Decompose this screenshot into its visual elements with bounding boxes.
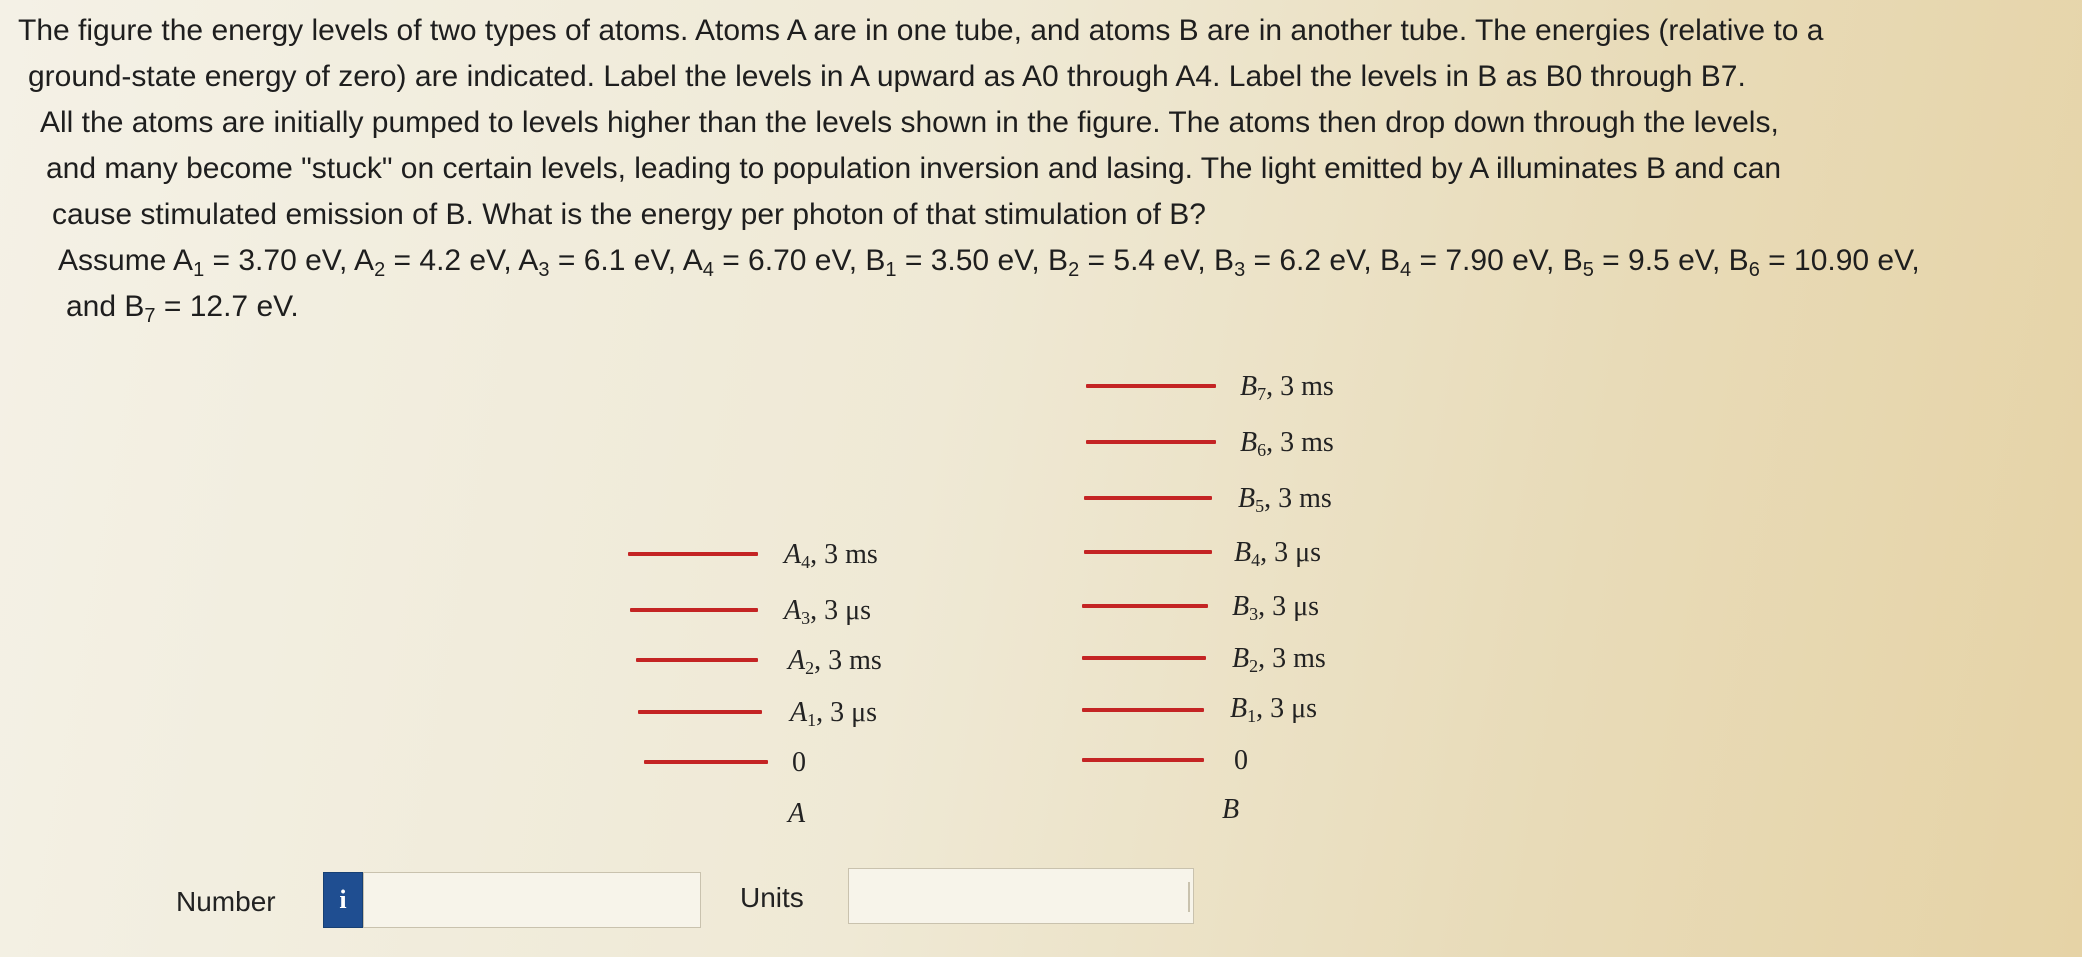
given-values-line-2: and $B_7 = 12.7$ eV. <box>66 290 299 327</box>
info-icon[interactable]: i <box>323 872 363 928</box>
level-label-b0: 0 <box>1234 745 1248 776</box>
level-label-b4: $B_4$, 3 μs <box>1234 537 1322 570</box>
level-line-a4 <box>628 552 758 556</box>
level-label-a2: $A_2$, 3 ms <box>788 645 882 678</box>
level-line-b5 <box>1084 496 1212 500</box>
level-label-b2: $B_2$, 3 ms <box>1232 643 1326 676</box>
problem-line-4: and many become "stuck" on certain levels, leading to population inversion and lasing. The light emitted by A illuminates B and can <box>46 152 1782 185</box>
level-line-a0 <box>644 760 768 764</box>
tube-b-label: B <box>1222 794 1240 825</box>
units-select[interactable] <box>848 868 1194 924</box>
level-label-b7: $B_7$, 3 ms <box>1240 371 1334 404</box>
level-line-a2 <box>636 658 758 662</box>
level-line-b1 <box>1082 708 1204 712</box>
level-label-b5: $B_5$, 3 ms <box>1238 483 1332 516</box>
level-label-a3: $A_3$, 3 μs <box>784 595 872 628</box>
level-line-b0 <box>1082 758 1204 762</box>
level-line-b3 <box>1082 604 1208 608</box>
level-label-b1: $B_1$, 3 μs <box>1230 693 1318 726</box>
problem-text <box>18 8 2058 330</box>
number-input[interactable] <box>363 872 701 928</box>
level-line-b2 <box>1082 656 1206 660</box>
units-dropdown-divider <box>1188 882 1190 912</box>
tube-a-label: A <box>788 798 806 829</box>
level-line-a1 <box>638 710 762 714</box>
problem-line-3: All the atoms are initially pumped to levels higher than the levels shown in the figure. The atoms then drop down through the levels, <box>40 106 1779 139</box>
problem-line-5: cause stimulated emission of B. What is the energy per photon of that stimulation of B? <box>52 198 1206 231</box>
level-line-b4 <box>1084 550 1212 554</box>
problem-line-1: The figure the energy levels of two types of atoms. Atoms A are in one tube, and atoms B are in another tube. The energies (relative to a <box>18 14 1824 47</box>
problem-line-2: ground-state energy of zero) are indicated. Label the levels in A upward as A0 through A4. Label the levels in B as B0 through B7. <box>28 60 1746 93</box>
level-label-a4: $A_4$, 3 ms <box>784 539 878 572</box>
level-line-b6 <box>1086 440 1216 444</box>
level-label-b3: $B_3$, 3 μs <box>1232 591 1320 624</box>
number-label: Number <box>176 886 276 917</box>
level-label-a1: $A_1$, 3 μs <box>790 697 878 730</box>
level-label-b6: $B_6$, 3 ms <box>1240 427 1334 460</box>
level-line-a3 <box>630 608 758 612</box>
level-line-b7 <box>1086 384 1216 388</box>
level-label-a0: 0 <box>792 747 806 778</box>
units-label: Units <box>740 882 804 913</box>
given-values-line-1: Assume $A_1 = 3.70$ eV, $A_2 = 4.2$ eV, $A_3 = 6.1$ eV, $A_4 = 6.70$ eV, $B_1 = 3.50$ eV, $B_2 = 5.4$ eV, $B_3 = 6.2$ eV, $B_4 = 7.90$ eV, $B_5 = 9.5$ eV, $B_6 = 10.90$ eV, <box>58 244 1920 281</box>
